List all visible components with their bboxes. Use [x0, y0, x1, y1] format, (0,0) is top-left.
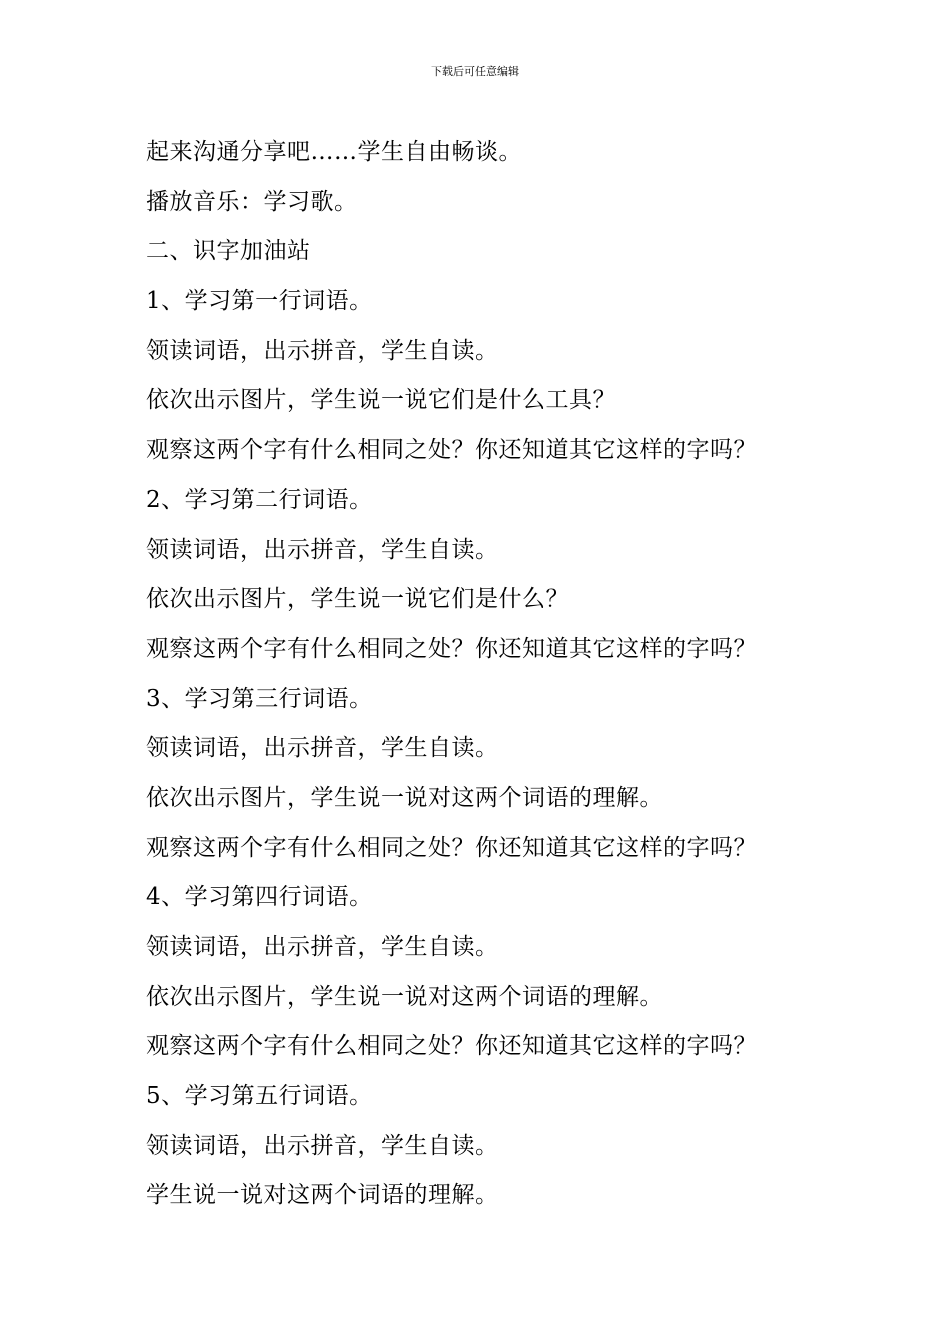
- text-line: 观察这两个字有什么相同之处？你还知道其它这样的字吗？: [146, 1033, 757, 1060]
- text-line: 依次出示图片，学生说一说对这两个词语的理解。: [146, 983, 663, 1010]
- text-line: 观察这两个字有什么相同之处？你还知道其它这样的字吗？: [146, 834, 757, 861]
- text-line: 依次出示图片，学生说一说它们是什么？: [146, 586, 569, 613]
- text-line: 1、学习第一行词语。: [146, 288, 373, 315]
- section-heading: 二、识字加油站: [146, 238, 311, 265]
- text-line: 4、学习第四行词语。: [146, 884, 373, 911]
- text-line: 学生说一说对这两个词语的理解。: [146, 1182, 499, 1209]
- document-body: [146, 128, 846, 1221]
- text-line: 领读词语，出示拼音，学生自读。: [146, 1132, 499, 1159]
- text-line: 观察这两个字有什么相同之处？你还知道其它这样的字吗？: [146, 437, 757, 464]
- text-line: 领读词语，出示拼音，学生自读。: [146, 337, 499, 364]
- text-line: 起来沟通分享吧……学生自由畅谈。: [146, 139, 522, 165]
- text-line: 播放音乐：学习歌。: [146, 188, 358, 215]
- text-line: 2、学习第二行词语。: [146, 486, 373, 513]
- text-line: 领读词语，出示拼音，学生自读。: [146, 735, 499, 762]
- text-line: 5、学习第五行词语。: [146, 1083, 373, 1110]
- text-line: 依次出示图片，学生说一说对这两个词语的理解。: [146, 784, 663, 811]
- text-line: 观察这两个字有什么相同之处？你还知道其它这样的字吗？: [146, 635, 757, 662]
- text-line: 3、学习第三行词语。: [146, 685, 373, 712]
- text-line: 领读词语，出示拼音，学生自读。: [146, 536, 499, 563]
- text-line: 依次出示图片，学生说一说它们是什么工具？: [146, 387, 616, 414]
- page-header: 下载后可任意编辑: [431, 65, 519, 78]
- text-line: 领读词语，出示拼音，学生自读。: [146, 934, 499, 960]
